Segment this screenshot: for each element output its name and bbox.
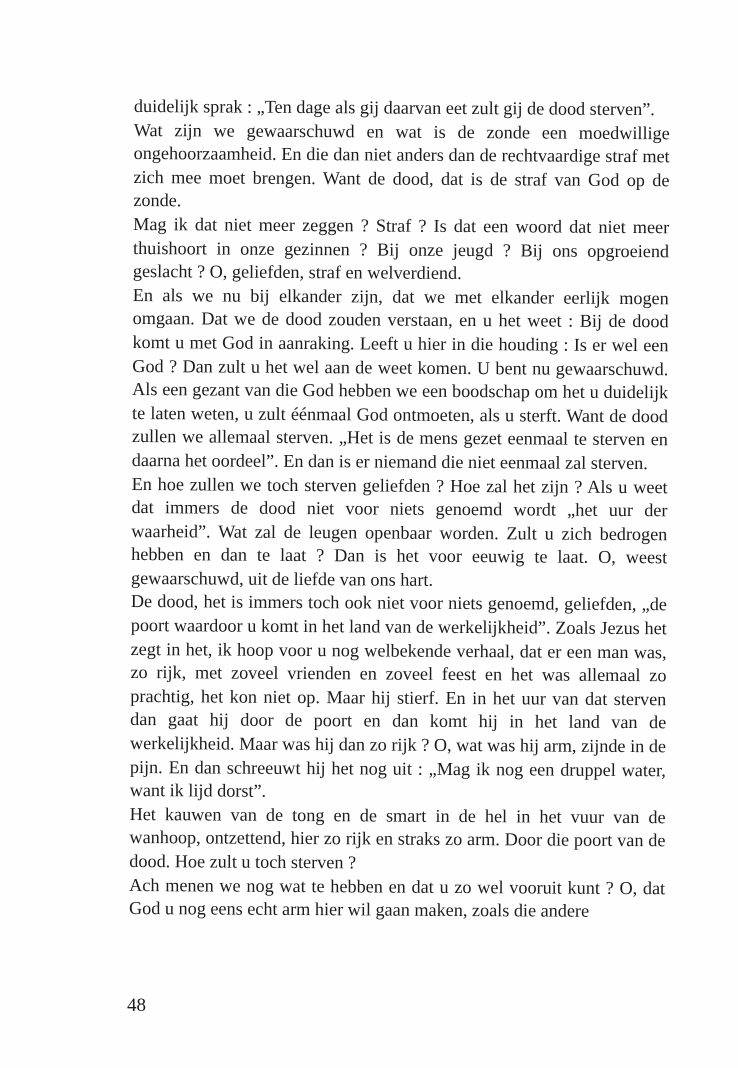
paragraph: duidelijk sprak : „Ten dage als gij daarvan eet zult gij de dood sterven”. — [133, 95, 655, 120]
paragraph: Wat zijn we gewaarschuwd en wat is de zonde een moedwillige ongehoorzaamheid. En die dan niet anders dan de rechtvaardige straf met zich mee moet brengen. Want de dood, dat is de straf van God op de zonde. — [133, 119, 670, 211]
body-text — [129, 95, 670, 924]
paragraph: En hoe zullen we toch sterven geliefden ? Hoe zal het zijn ? Als u weet dat immers de dood niet voor niets genoemd wordt „het uur der waarheid”. Wat zal de leugen openbaar worden. Zult u zich bedrogen hebben en dan te laat ? Dan is het voor eeuwig te laat. O, weest gewaarschuwd, uit de liefde van ons hart. — [130, 473, 668, 590]
page-number: 48 — [127, 995, 146, 1016]
paragraph: Mag ik dat niet meer zeggen ? Straf ? Is dat een woord dat niet meer thuishoort in onze gezinnen ? Bij onze jeugd ? Bij ons opgroeiend geslacht ? O, geliefden, straf en welverdiend. — [132, 213, 670, 284]
paragraph: Ach menen we nog wat te hebben en dat u zo wel vooruit kunt ? O, dat God u nog eens echt arm hier wil gaan maken, zoals die andere — [128, 874, 666, 921]
paragraph: En als we nu bij elkander zijn, dat we met elkander eerlijk mogen omgaan. Dat we de dood zouden verstaan, en u het weet : Bij de dood komt u met God in aanraking. Leeft u hier in die houding : Is er wel een God ? Dan zult u het wel aan de weet komen. U bent nu gewaarschuwd. Als een gezant van die God hebben we een boodschap om het u duidelijk te laten weten, u zult éénmaal God ontmoeten, als u sterft. Want de dood zullen we allemaal sterven. „Het is de mens gezet eenmaal te sterven en daarna het oordeel”. En dan is er niemand die niet eenmaal zal sterven. — [131, 284, 669, 474]
paragraph: Het kauwen van de tong en de smart in de hel in het vuur van de wanhoop, ontzettend, hier zo rijk en straks zo arm. Door die poort van de dood. Hoe zult u toch sterven ? — [129, 803, 666, 873]
paragraph: De dood, het is immers toch ook niet voor niets genoemd, geliefden, „de poort waardoor u komt in het land van de werkelijkheid”. Zoals Jezus het zegt in het, ik hoop voor u nog welbekende verhaal, dat er een man was, zo rijk, met zoveel vrienden en zoveel feest en het was allemaal zo prachtig, het kon niet op. Maar hij stierf. En in het uur van dat sterven dan gaat hij door de poort en dan komt hij in het land van de werkelijkheid. Maar was hij dan zo rijk ? O, wat was hij arm, zijnde in de pijn. En dan schreeuwt hij het nog uit : „Mag ik nog een druppel water, want ik lijd dorst”. — [129, 591, 667, 802]
